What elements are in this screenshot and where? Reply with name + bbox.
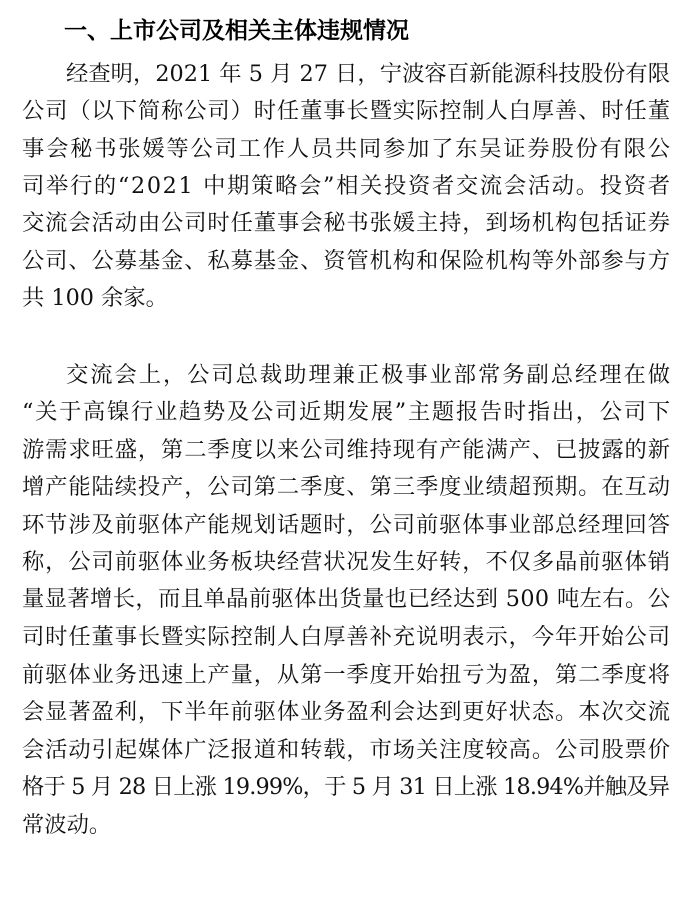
paragraph-line: 经查明，2021 年 5 月 27 日，宁波容百新能源科技股份有限: [66, 61, 671, 87]
paragraph-line: 共 100 余家。: [22, 285, 168, 311]
paragraph-line: 会活动引起媒体广泛报道和转载，市场关注度较高。公司股票价: [22, 737, 671, 763]
paragraph-line: 增产能陆续投产，公司第二季度、第三季度业绩超预期。在互动: [22, 474, 671, 500]
paragraph-line: 常波动。: [22, 812, 112, 838]
paragraph-line: 交流会上，公司总裁助理兼正极事业部常务副总经理在做: [66, 362, 672, 388]
section-heading: 一、上市公司及相关主体违规情况: [64, 18, 409, 44]
paragraph-line: 前驱体业务迅速上产量，从第一季度开始扭亏为盈，第二季度将: [22, 662, 671, 688]
paragraph-line: 游需求旺盛，第二季度以来公司维持现有产能满产、已披露的新: [22, 437, 671, 463]
paragraph-line: 量显著增长，而且单晶前驱体出货量也已经达到 500 吨左右。公: [22, 586, 671, 612]
paragraph-line: 称，公司前驱体业务板块经营状况发生好转，不仅多晶前驱体销: [22, 549, 671, 575]
paragraph-line: 公司、公募基金、私募基金、资管机构和保险机构等外部参与方: [22, 248, 671, 274]
paragraph-line: 格于 5 月 28 日上涨 19.99%，于 5 月 31 日上涨 18.94%并触及异: [22, 774, 670, 800]
paragraph-line: 司时任董事长暨实际控制人白厚善补充说明表示，今年开始公司: [22, 624, 671, 650]
paragraph-line: 环节涉及前驱体产能规划话题时，公司前驱体事业部总经理回答: [22, 512, 671, 538]
paragraph-line: 会显著盈利，下半年前驱体业务盈利会达到更好状态。本次交流: [22, 699, 671, 725]
paragraph-line: “关于高镍行业趋势及公司近期发展”主题报告时指出，公司下: [22, 399, 672, 425]
paragraph-line: 司举行的“2021 中期策略会”相关投资者交流会活动。投资者: [22, 173, 672, 199]
paragraph-line: 交流会活动由公司时任董事会秘书张媛主持，到场机构包括证券: [22, 210, 671, 236]
paragraph-line: 事会秘书张媛等公司工作人员共同参加了东吴证券股份有限公: [22, 136, 672, 162]
paragraph-line: 公司（以下简称公司）时任董事长暨实际控制人白厚善、时任董: [22, 98, 671, 124]
